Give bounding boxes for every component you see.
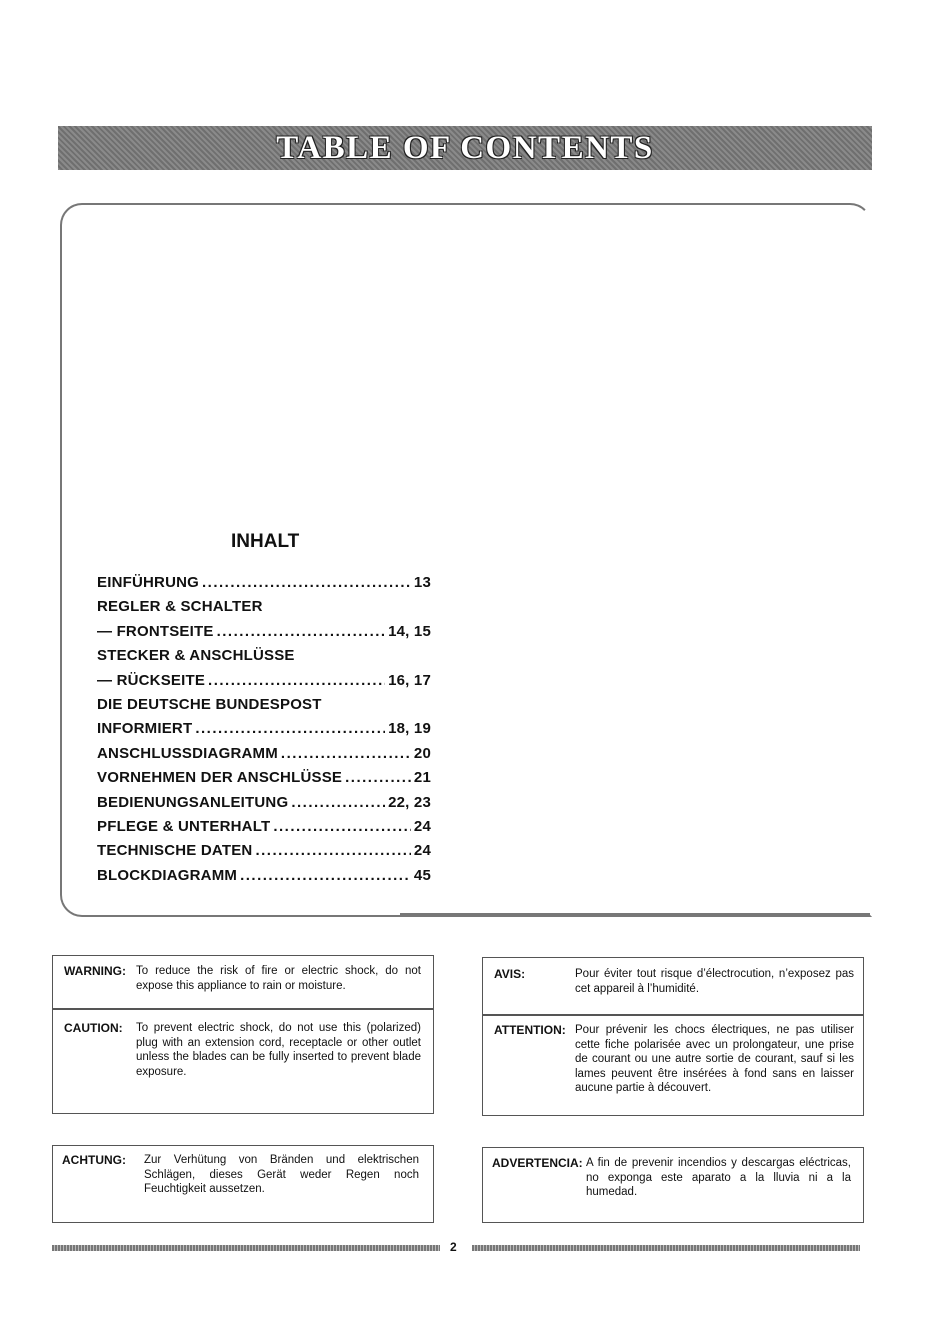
achtung-text: Zur Verhütung von Bränden und elektrischen Schlägen, dieses Gerät weder Regen noch Feuchtigkeit aussetzen. [144,1154,419,1195]
toc-entry-label: REGLER & SCHALTER [97,598,263,616]
toc-entry-label: VORNEHMEN DER ANSCHLÜSSE [97,769,343,787]
toc-entry-page: 21 [413,769,431,787]
toc-entry-label: STECKER & ANSCHLÜSSE [97,647,295,665]
toc-entry-page: 14, 15 [388,622,431,640]
warning-text: To reduce the risk of fire or electric shock, do not expose this appliance to rain or moisture. [136,965,421,992]
avis-label: AVIS: [494,967,526,981]
toc-entry [97,769,431,793]
page-title: TABLE OF CONTENTS [276,130,654,166]
toc-entry-label: DIE DEUTSCHE BUNDESPOST [97,695,322,713]
toc-entry [97,598,431,622]
page-number: 2 [450,1240,457,1254]
advertencia-label: ADVERTENCIA: [492,1156,583,1170]
toc-entry [97,574,431,598]
toc-leader-dots [195,720,385,737]
title-banner [58,126,872,170]
toc-leader-dots [208,672,385,689]
toc-entry [97,672,431,696]
frame-bottom-line [400,913,870,915]
toc-entry [97,867,431,891]
toc-entry-label: BEDIENUNGSANLEITUNG [97,793,289,811]
toc-entry-page: 45 [413,866,431,884]
toc-leader-dots [202,574,411,591]
toc-entry-label: TECHNISCHE DATEN [97,842,253,860]
table-of-contents [97,574,431,891]
warning-label: WARNING: [64,964,126,978]
toc-entry-page: 24 [413,817,431,835]
toc-leader-dots [281,745,411,762]
toc-entry-label: EINFÜHRUNG [97,574,199,591]
toc-entry-label: ANSCHLUSSDIAGRAMM [97,744,278,762]
toc-entry [97,745,431,769]
divider [483,1014,863,1016]
toc-entry [97,794,431,818]
toc-entry [97,623,431,647]
attention-text: Pour prévenir les chocs électriques, ne pas utiliser cette fiche polarisée avec un prolongateur, une prise de courant ou une autre sortie de courant, sauf si les lames peuvent être insérées à fond sans en laisser aucune partie à découvert. [575,1024,854,1094]
toc-entry [97,696,431,720]
toc-entry [97,720,431,744]
toc-leader-dots [345,769,411,786]
toc-leader-dots [273,818,411,835]
avis-text: Pour éviter tout risque d’électrocution, n’exposez pas cet appareil à l’humidité. [575,968,854,995]
toc-entry-label: — RÜCKSEITE [97,671,206,689]
toc-entry [97,647,431,671]
toc-entry [97,818,431,842]
toc-entry-page: 18, 19 [388,720,431,738]
caution-label: CAUTION: [64,1021,123,1035]
toc-entry-label: INFORMIERT [97,720,193,738]
toc-leader-dots [291,794,385,811]
divider [53,1008,433,1010]
toc-entry-label: — FRONTSEITE [97,622,214,640]
toc-entry-page: 24 [413,842,431,860]
toc-leader-dots [255,842,410,859]
toc-entry-page: 16, 17 [388,671,431,689]
contents-heading: INHALT [231,531,300,552]
toc-leader-dots [217,623,386,640]
advertencia-text: A fin de prevenir incendios y descargas eléctricas, no exponga este aparato a la lluvia ni a la humedad. [586,1157,851,1198]
toc-leader-dots [240,867,411,884]
toc-entry-page: 20 [413,744,431,762]
footer-line-right [472,1245,860,1251]
achtung-label: ACHTUNG: [62,1153,126,1167]
attention-label: ATTENTION: [494,1023,566,1037]
toc-entry-page: 13 [413,574,431,591]
toc-entry-label: BLOCKDIAGRAMM [97,866,238,884]
footer-line-left [52,1245,440,1251]
caution-text: To prevent electric shock, do not use this (polarized) plug with an extension cord, receptacle or other outlet unless the blades can be fully inserted to prevent blade exposure. [136,1022,421,1078]
toc-entry [97,842,431,866]
toc-entry-page: 22, 23 [388,793,431,811]
toc-entry-label: PFLEGE & UNTERHALT [97,817,271,835]
